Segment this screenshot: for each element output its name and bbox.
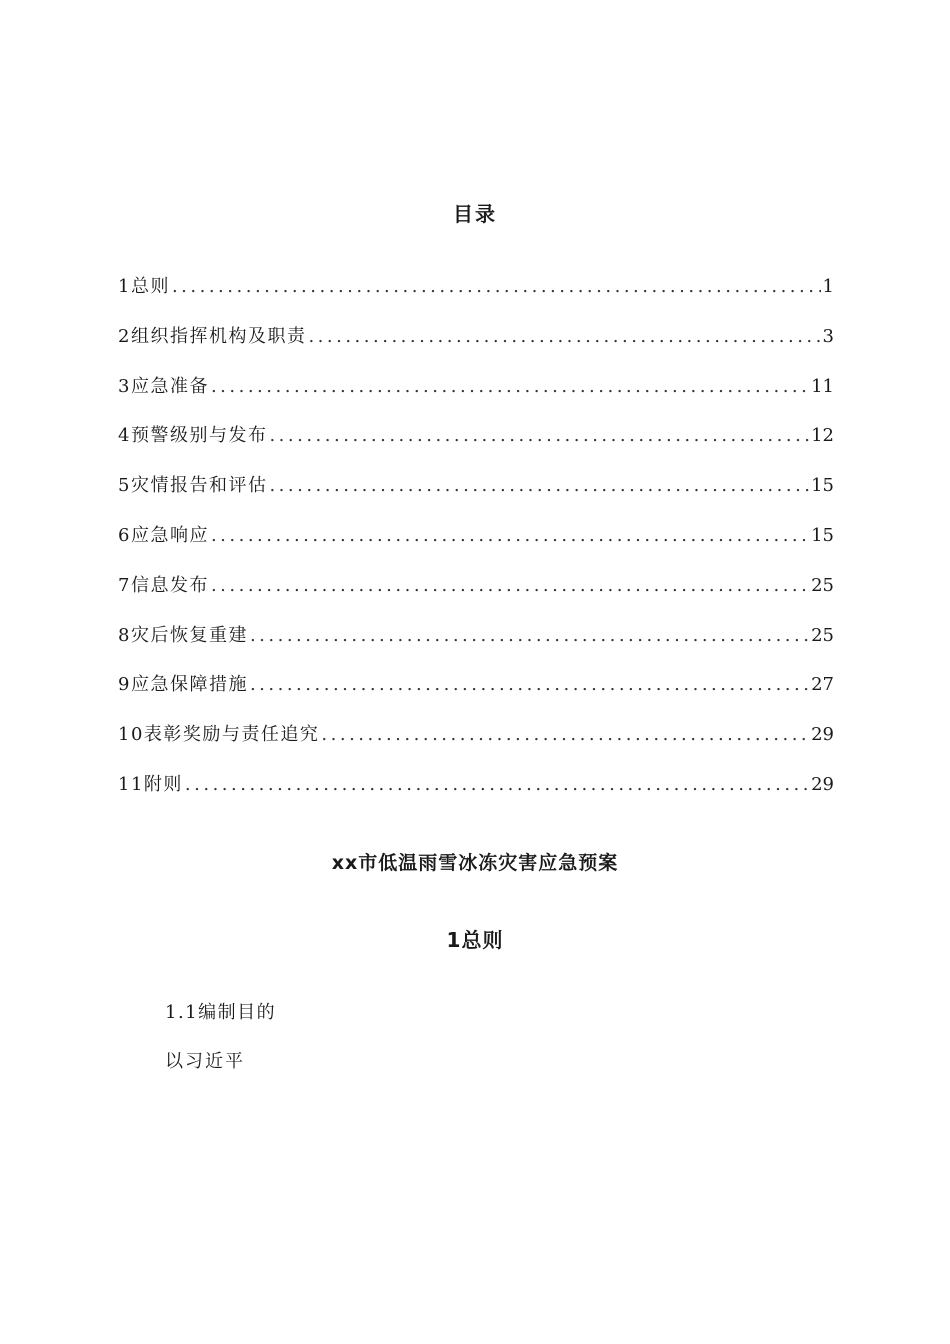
toc-leader-dots [211,376,809,397]
toc-entry-page: 29 [811,724,834,746]
toc-entry[interactable] [118,471,834,521]
section-heading: 1.1编制目的 [165,1002,277,1023]
toc-entry-page: 29 [811,773,834,795]
toc-entry[interactable] [118,322,834,372]
toc-entry-page: 11 [811,375,834,397]
toc-entry-label: 11附则 [118,773,183,795]
toc-leader-dots [185,774,809,795]
toc-entry[interactable] [118,521,834,571]
toc-entry-label: 1总则 [118,276,170,297]
toc-leader-dots [250,625,809,646]
body-paragraph: 以习近平 [165,1051,245,1072]
toc-entry-page: 25 [811,574,834,596]
table-of-contents [118,272,834,820]
toc-entry-page: 27 [811,674,834,696]
toc-leader-dots [269,475,809,496]
toc-entry-label: 8灾后恢复重建 [118,624,248,646]
toc-entry-page: 25 [811,624,834,646]
toc-entry[interactable] [118,670,834,720]
toc-leader-dots [321,724,809,745]
toc-entry-label: 9应急保障措施 [118,674,248,696]
toc-entry[interactable] [118,571,834,621]
toc-entry-label: 5灾情报告和评估 [118,475,268,497]
toc-leader-dots [308,326,820,347]
toc-leader-dots [211,525,809,546]
toc-entry[interactable] [118,272,834,322]
chapter-title: 1总则 [446,928,504,952]
toc-leader-dots [250,674,809,695]
toc-entry-label: 3应急准备 [118,375,209,397]
toc-title: 目录 [453,202,497,226]
toc-leader-dots [172,276,821,297]
toc-entry-label: 2组织指挥机构及职责 [118,325,307,347]
toc-entry-page: 12 [811,425,834,447]
toc-entry[interactable] [118,720,834,770]
toc-entry-page: 1 [822,276,834,297]
toc-entry-label: 4预警级别与发布 [118,425,268,447]
toc-entry[interactable] [118,421,834,471]
toc-leader-dots [269,425,809,446]
toc-entry-label: 6应急响应 [118,524,209,546]
toc-entry-label: 10表彰奖励与责任追究 [118,724,320,746]
toc-entry-page: 15 [811,475,834,497]
toc-entry[interactable] [118,621,834,671]
toc-entry[interactable] [118,372,834,422]
toc-entry[interactable] [118,770,834,820]
document-title: xx市低温雨雪冰冻灾害应急预案 [331,852,619,874]
toc-entry-label: 7信息发布 [118,574,209,596]
toc-entry-page: 3 [822,325,834,347]
toc-entry-page: 15 [811,524,834,546]
toc-leader-dots [211,575,809,596]
